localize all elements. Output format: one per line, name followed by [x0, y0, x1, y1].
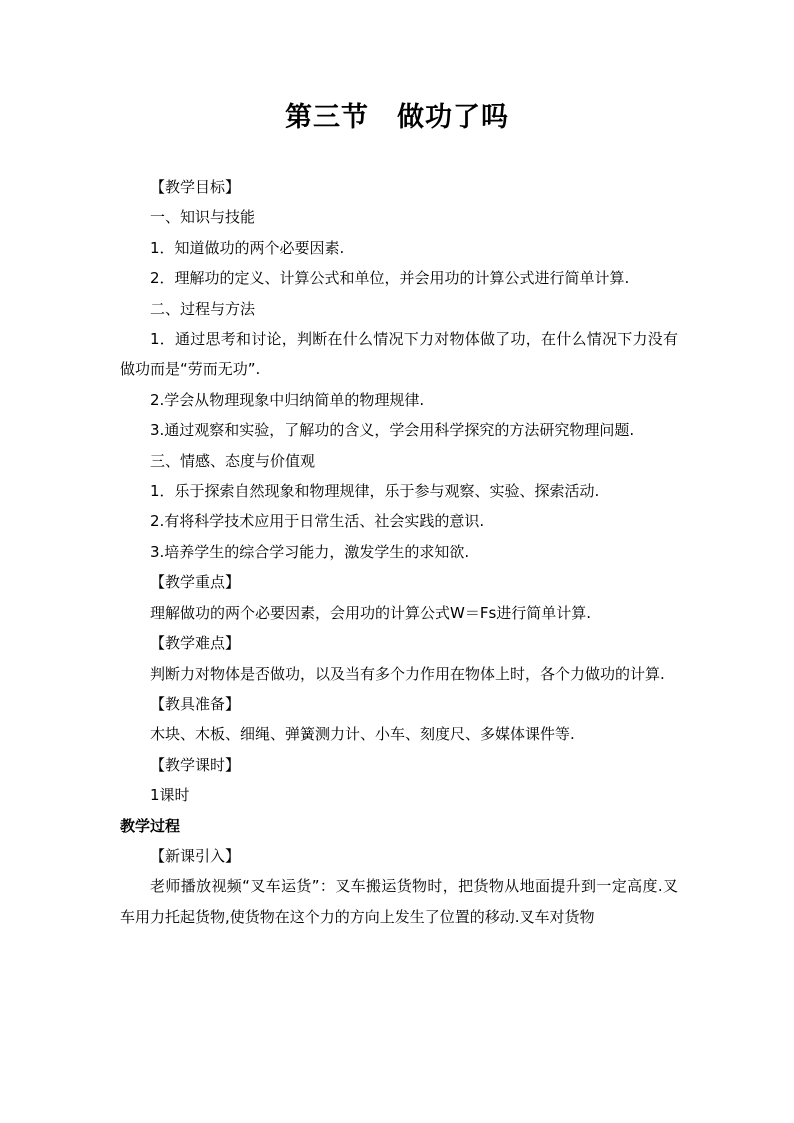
subheading-knowledge-skills: 一、知识与技能 [150, 208, 256, 227]
section-heading-difficulties: 【教学难点】 [150, 634, 241, 653]
objective-item: 2.学会从物理现象中归纳简单的物理规律. [150, 390, 425, 409]
materials-text: 木块、木板、细绳、弹簧测力计、小车、刻度尺、多媒体课件等. [150, 725, 575, 744]
subheading-process-methods: 二、过程与方法 [150, 299, 256, 318]
objective-item: 2．理解功的定义、计算公式和单位，并会用功的计算公式进行简单计算. [150, 269, 630, 288]
difficulties-text: 判断力对物体是否做功，以及当有多个力作用在物体上时，各个力做功的计算. [150, 664, 665, 683]
document-body [120, 172, 678, 932]
page-title: 第三节 做功了吗 [285, 102, 509, 133]
subheading-new-lesson-intro: 【新课引入】 [150, 846, 241, 865]
section-heading-teaching-process: 教学过程 [120, 816, 181, 835]
objective-item: 3.培养学生的综合学习能力，激发学生的求知欲. [150, 542, 470, 561]
subheading-attitudes-values: 三、情感、态度与价值观 [150, 451, 316, 470]
key-points-text: 理解做功的两个必要因素，会用功的计算公式W＝Fs进行简单计算. [150, 603, 592, 622]
objective-item: 1．乐于探索自然现象和物理规律，乐于参与观察、实验、探索活动. [150, 482, 600, 501]
lesson-hours-text: 1课时 [150, 786, 190, 805]
section-heading-materials: 【教具准备】 [150, 694, 241, 713]
section-heading-lesson-hours: 【教学课时】 [150, 755, 241, 774]
objective-item: 1．知道做功的两个必要因素. [150, 238, 345, 257]
objective-item: 2.有将科学技术应用于日常生活、社会实践的意识. [150, 512, 485, 531]
section-heading-key-points: 【教学重点】 [150, 573, 241, 592]
objective-item: 1．通过思考和讨论，判断在什么情况下力对物体做了功，在什么情况下力没有做功而是“劳而无功”. [120, 330, 678, 379]
section-heading-objectives: 【教学目标】 [150, 178, 241, 196]
intro-paragraph: 老师播放视频“叉车运货”：叉车搬运货物时，把货物从地面提升到一定高度.叉车用力托起货物,使货物在这个力的方向上发生了位置的移动.叉车对货物 [120, 877, 678, 926]
objective-item: 3.通过观察和实验，了解功的含义，学会用科学探究的方法研究物理问题. [150, 421, 635, 440]
